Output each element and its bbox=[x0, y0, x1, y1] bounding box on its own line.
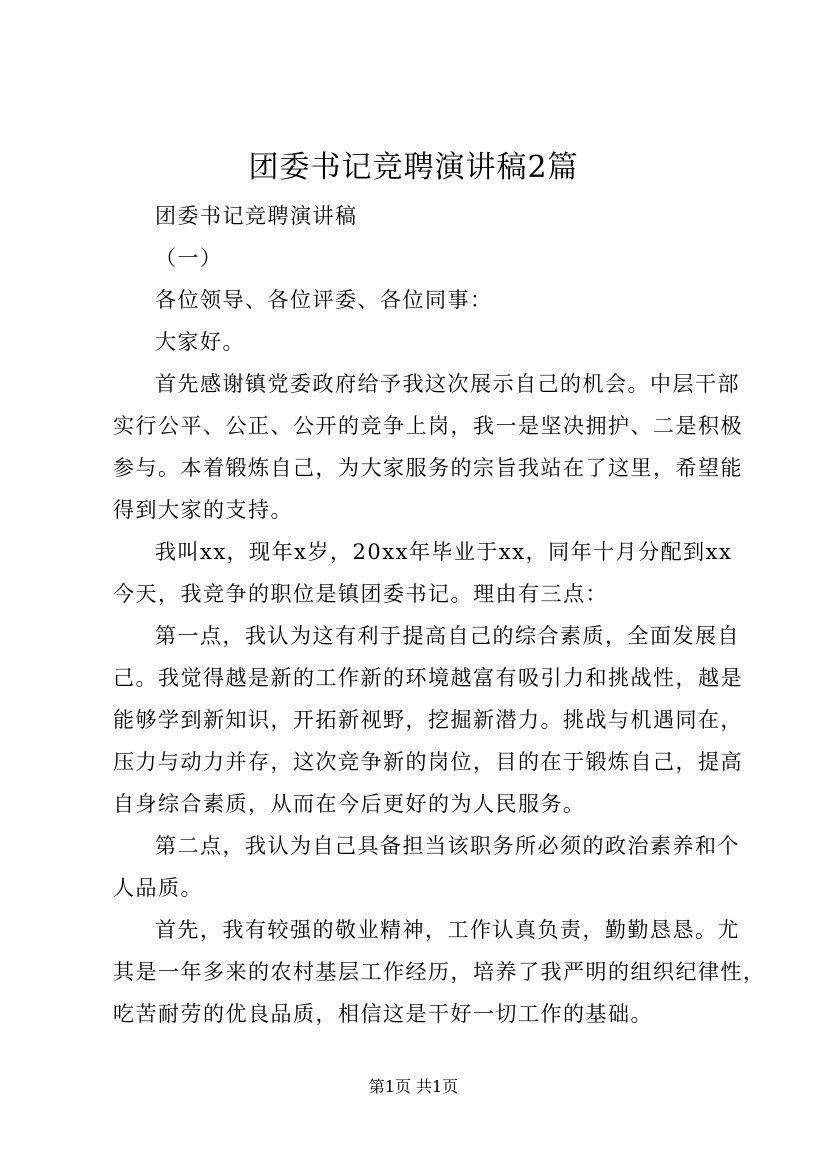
text-line: 能够学到新知识，开拓新视野，挖掘新潜力。挑战与机遇同在， bbox=[113, 708, 743, 732]
document-title: 团委书记竞聘演讲稿2篇 bbox=[248, 150, 579, 185]
text-line: 首先，我有较强的敬业精神，工作认真负责，勤勤恳恳。尤 bbox=[155, 918, 740, 942]
page-number-footer: 第1页 共1页 bbox=[368, 1077, 459, 1096]
text-line: 压力与动力并存，这次竞争新的岗位，目的在于锻炼自己，提高 bbox=[113, 750, 743, 774]
text-line-section-number: （一） bbox=[155, 246, 223, 270]
text-line: 今天，我竞争的职位是镇团委书记。理由有三点： bbox=[113, 582, 608, 606]
text-line-greeting: 各位领导、各位评委、各位同事： bbox=[155, 288, 493, 312]
text-line-hello: 大家好。 bbox=[155, 330, 245, 354]
text-line: 首先感谢镇党委政府给予我这次展示自己的机会。中层干部 bbox=[155, 372, 740, 396]
text-line: 吃苦耐劳的优良品质，相信这是干好一切工作的基础。 bbox=[113, 1002, 653, 1026]
document-body bbox=[113, 195, 766, 1035]
text-line: 己。我觉得越是新的工作新的环境越富有吸引力和挑战性，越是 bbox=[113, 666, 743, 690]
text-line: 我叫xx，现年x岁，20xx年毕业于xx，同年十月分配到xx bbox=[155, 540, 733, 564]
text-line-subtitle: 团委书记竞聘演讲稿 bbox=[155, 204, 358, 228]
text-line: 人品质。 bbox=[113, 876, 203, 900]
text-line: 第一点，我认为这有利于提高自己的综合素质，全面发展自 bbox=[155, 624, 740, 648]
text-line: 实行公平、公正、公开的竞争上岗，我一是坚决拥护、二是积极 bbox=[113, 414, 743, 438]
text-line: 第二点，我认为自己具备担当该职务所必须的政治素养和个 bbox=[155, 834, 740, 858]
text-line: 其是一年多来的农村基层工作经历，培养了我严明的组织纪律性， bbox=[113, 960, 766, 984]
text-line: 自身综合素质，从而在今后更好的为人民服务。 bbox=[113, 792, 586, 816]
text-line: 参与。本着锻炼自己，为大家服务的宗旨我站在了这里，希望能 bbox=[113, 456, 743, 480]
text-line: 得到大家的支持。 bbox=[113, 498, 293, 522]
